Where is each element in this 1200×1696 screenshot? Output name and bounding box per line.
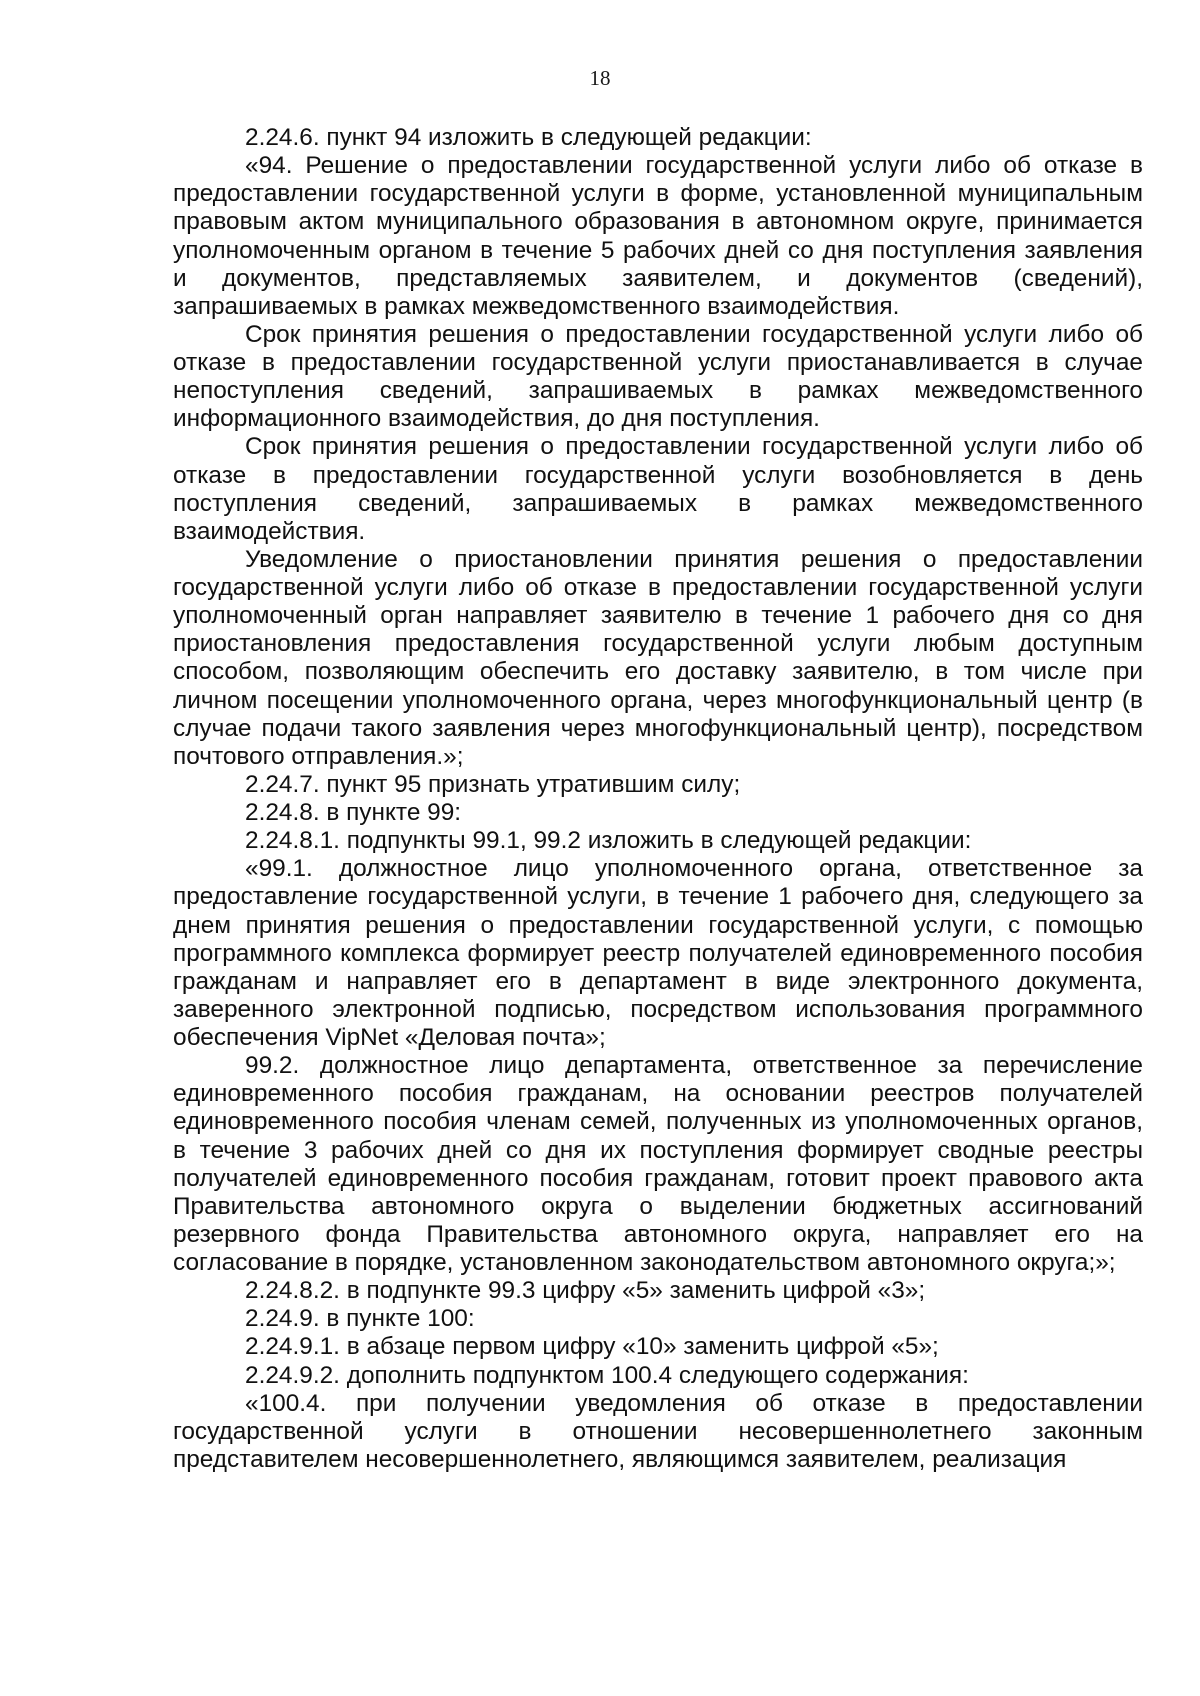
paragraph: 2.24.9.1. в абзаце первом цифру «10» заменить цифрой «5»; bbox=[245, 1333, 939, 1361]
paragraph: 2.24.9. в пункте 100: bbox=[245, 1305, 475, 1333]
paragraph: Уведомление о приостановлении принятия решения о предоставлении государственной услуги либо об отказе в предоставлении государственной услуги уполномоченный орган направляет заявителю в течение 1 рабочего дня со дня приостановления предоставления государственной услуги любым доступным способом, позволяющим обеспечить его доставку заявителю, в том числе при личном посещении уполномоченного органа, через многофункциональный центр (в случае подачи такого заявления через многофункциональный центр), посредством почтового отправления.»; bbox=[173, 545, 1143, 770]
paragraph: 2.24.8. в пункте 99: bbox=[245, 799, 462, 826]
paragraph-continued: «100.4. при получении уведомления об отказе в предоставлении государственной услуги в отношении несовершеннолетнего законным представителем несовершеннолетнего, являющимся заявителем, реализация bbox=[173, 1389, 1143, 1473]
paragraph: 2.24.9.2. дополнить подпунктом 100.4 следующего содержания: bbox=[245, 1361, 969, 1389]
paragraph: Срок принятия решения о предоставлении государственной услуги либо об отказе в предоставлении государственной услуги приостанавливается в случае непоступления сведений, запрашиваемых в рамках межведомственного информационного взаимодействия, до дня поступления. bbox=[173, 320, 1143, 433]
paragraph: «99.1. должностное лицо уполномоченного органа, ответственное за предоставление государственной услуги, в течение 1 рабочего дня, следующего за днем принятия решения о предоставлении государственной услуги, с помощью программного комплекса формирует реестр получателей единовременного пособия гражданам и направляет его в департамент в виде электронного документа, заверенного электронной подписью, посредством использования программного обеспечения VipNet «Деловая почта»; bbox=[173, 855, 1143, 1051]
paragraph: 99.2. должностное лицо департамента, ответственное за перечисление единовременного пособия гражданам, на основании реестров получателей единовременного пособия членам семей, полученных из уполномоченных органов, в течение 3 рабочих дней со дня их поступления формирует сводные реестры получателей единовременного пособия гражданам, готовит проект правового акта Правительства автономного округа о выделении бюджетных ассигнований резервного фонда Правительства автономного округа, направляет его на согласование в порядке, установленном законодательством автономного округа;»; bbox=[173, 1052, 1143, 1276]
paragraph: Срок принятия решения о предоставлении государственной услуги либо об отказе в предоставлении государственной услуги возобновляется в день поступления сведений, запрашиваемых в рамках межведомственного взаимодействия. bbox=[173, 433, 1143, 545]
paragraph: 2.24.8.2. в подпункте 99.3 цифру «5» заменить цифрой «3»; bbox=[245, 1277, 926, 1305]
paragraph: 2.24.8.1. подпункты 99.1, 99.2 изложить в следующей редакции: bbox=[245, 827, 972, 855]
document-body bbox=[173, 124, 1143, 1474]
page-number: 18 bbox=[589, 66, 611, 90]
paragraph: «94. Решение о предоставлении государственной услуги либо об отказе в предоставлении государственной услуги в форме, установленной муниципальным правовым актом муниципального образования в автономном округе, принимается уполномоченным органом в течение 5 рабочих дней со дня поступления заявления и документов, представляемых заявителем, и документов (сведений), запрашиваемых в рамках межведомственного взаимодействия. bbox=[173, 152, 1143, 320]
paragraph: 2.24.6. пункт 94 изложить в следующей редакции: bbox=[245, 124, 812, 151]
paragraph: 2.24.7. пункт 95 признать утратившим силу; bbox=[245, 770, 741, 798]
